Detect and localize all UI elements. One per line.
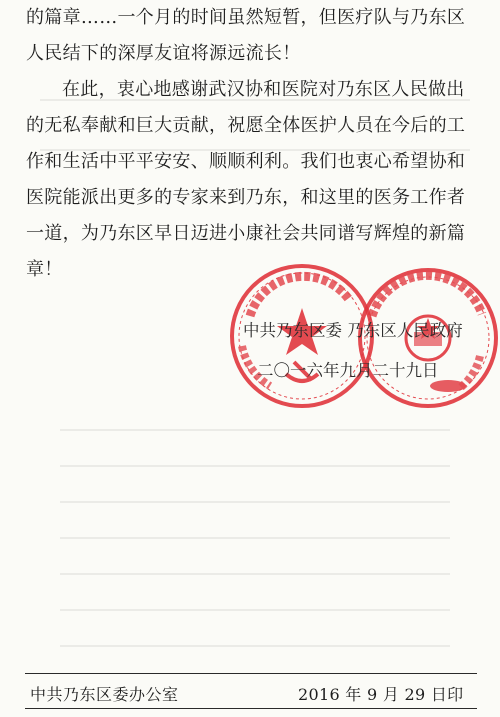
signature-date: 二〇一六年九月二十九日 <box>257 361 439 380</box>
footer-issuer: 中共乃东区委办公室 <box>30 685 179 704</box>
letter-paragraph-2: 在此，衷心地感谢武汉协和医院对乃东区人民做出的无私奉献和巨大贡献，祝愿全体医护人员在今后的工作和生活中平平安安、顺顺利利。我们也衷心希望协和医院能派出更多的专家来到乃东，和这里的医务工作者一道，为乃东区早日迈进小康社会共同谱写辉煌的新篇章！ <box>26 79 466 280</box>
footer-divider-top <box>25 673 477 674</box>
footer-print-date: 2016 年 9 月 29 日印 <box>298 685 464 704</box>
signature-organizations: 中共乃东区委 乃东区人民政府 <box>243 321 463 340</box>
footer-divider-bottom <box>25 708 477 709</box>
letter-paragraph-1: 的篇章……一个月的时间虽然短暂，但医疗队与乃东区人民结下的深厚友谊将源远流长！ <box>26 7 466 64</box>
